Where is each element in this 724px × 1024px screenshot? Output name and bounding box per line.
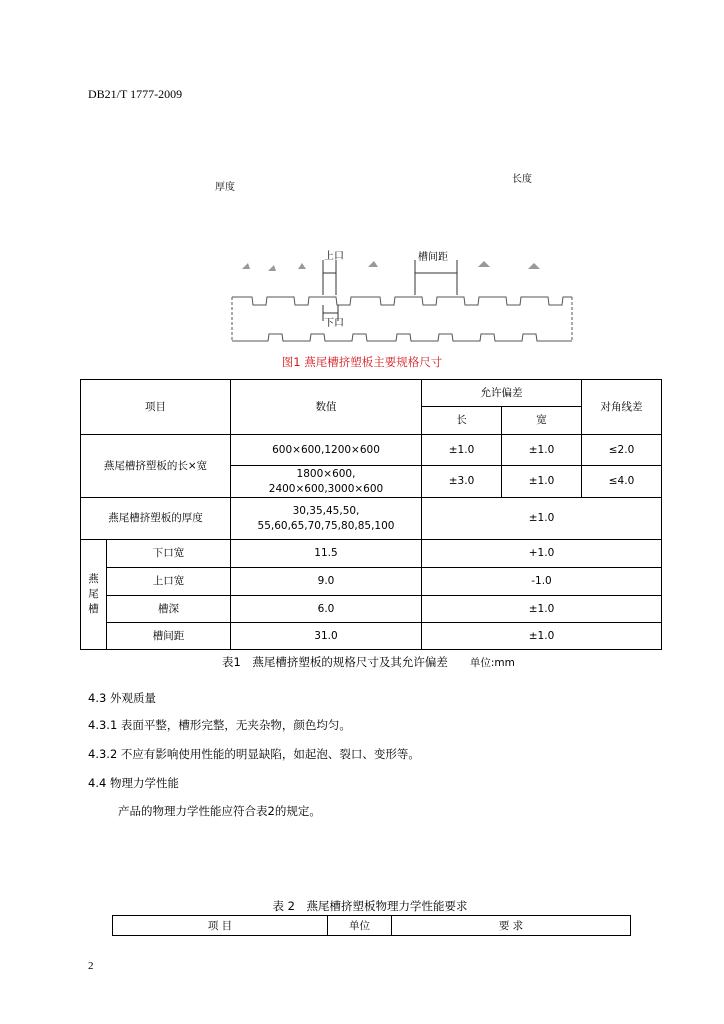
row-thickness-value: [231, 498, 422, 540]
document-code: DB21/T 1777-2009: [88, 87, 183, 101]
table2-header-item: 项 目: [113, 916, 328, 936]
row-lw1-diagonal: ≤2.0: [582, 435, 662, 466]
groove-row-tolerance: ±1.0: [422, 623, 662, 650]
row-lw1-value: 600×600,1200×600: [231, 435, 422, 466]
groove-row-item: 槽深: [107, 596, 231, 623]
table1-caption: [222, 654, 515, 670]
row-lw2-value-line2: 2400×600,3000×600: [268, 482, 384, 495]
header-diagonal: 对角线差: [582, 380, 662, 435]
page-number: 2: [88, 960, 94, 972]
groove-row-value: 11.5: [231, 540, 422, 568]
row-lw-item: 燕尾槽挤塑板的长×宽: [81, 435, 231, 498]
row-thickness-tolerance: ±1.0: [422, 498, 662, 540]
table2-header-requirement: 要 求: [392, 916, 631, 936]
figure-label-groove-spacing: 槽间距: [418, 252, 448, 263]
groove-row-item: 槽间距: [107, 623, 231, 650]
row-lw2-value: [231, 466, 422, 498]
groove-row-tolerance: -1.0: [422, 568, 662, 596]
header-item: 项目: [81, 380, 231, 435]
figure-label-top-opening: 上口: [324, 251, 344, 262]
groove-row-tolerance: +1.0: [422, 540, 662, 568]
figure-caption: 图1 燕尾槽挤塑板主要规格尺寸: [281, 355, 443, 369]
figure-label-bottom-opening: 下口: [324, 318, 344, 329]
section-4-3-1: 4.3.1 表面平整，槽形完整，无夹杂物，颜色均匀。: [88, 718, 351, 732]
groove-group-char-2: 尾: [88, 588, 99, 600]
table2-header-unit: 单位: [328, 916, 392, 936]
header-value: 数值: [231, 380, 422, 435]
figure-label-length: 长度: [512, 174, 532, 185]
groove-row-item: 上口宽: [107, 568, 231, 596]
groove-group-char-3: 槽: [88, 603, 99, 615]
physical-properties-table: [112, 915, 631, 936]
row-lw1-length: ±1.0: [422, 435, 502, 466]
section-4-3-heading: 4.3 外观质量: [88, 691, 156, 705]
row-lw2-width: ±1.0: [502, 466, 582, 498]
groove-row-value: 9.0: [231, 568, 422, 596]
table1-unit: 单位:mm: [469, 657, 515, 669]
row-lw2-length: ±3.0: [422, 466, 502, 498]
header-tolerance: 允许偏差: [422, 380, 582, 407]
header-width: 宽: [502, 407, 582, 435]
row-thickness-value-line1: 30,35,45,50,: [292, 504, 360, 517]
row-lw2-value-line1: 1800×600,: [296, 467, 356, 480]
groove-row-item: 下口宽: [107, 540, 231, 568]
row-thickness-value-line2: 55,60,65,70,75,80,85,100: [257, 519, 395, 532]
section-4-3-2: 4.3.2 不应有影响使用性能的明显缺陷，如起泡、裂口、变形等。: [88, 747, 420, 761]
dovetail-board-drawing: [228, 255, 574, 350]
groove-row-tolerance: ±1.0: [422, 596, 662, 623]
table1-caption-text: 表1 燕尾槽挤塑板的规格尺寸及其允许偏差: [222, 655, 448, 669]
groove-row-value: 31.0: [231, 623, 422, 650]
section-4-4-heading: 4.4 物理力学性能: [88, 776, 179, 790]
row-lw2-diagonal: ≤4.0: [582, 466, 662, 498]
section-4-4-text: 产品的物理力学性能应符合表2的规定。: [118, 804, 321, 818]
row-lw1-width: ±1.0: [502, 435, 582, 466]
figure-label-thickness: 厚度: [215, 182, 235, 193]
row-thickness-item: 燕尾槽挤塑板的厚度: [81, 498, 231, 540]
groove-group-char-1: 燕: [88, 573, 99, 585]
table2-caption: 表 2 燕尾槽挤塑板物理力学性能要求: [272, 899, 468, 913]
groove-row-value: 6.0: [231, 596, 422, 623]
spec-table: [80, 379, 662, 650]
groove-group-label: [81, 540, 107, 650]
header-length: 长: [422, 407, 502, 435]
